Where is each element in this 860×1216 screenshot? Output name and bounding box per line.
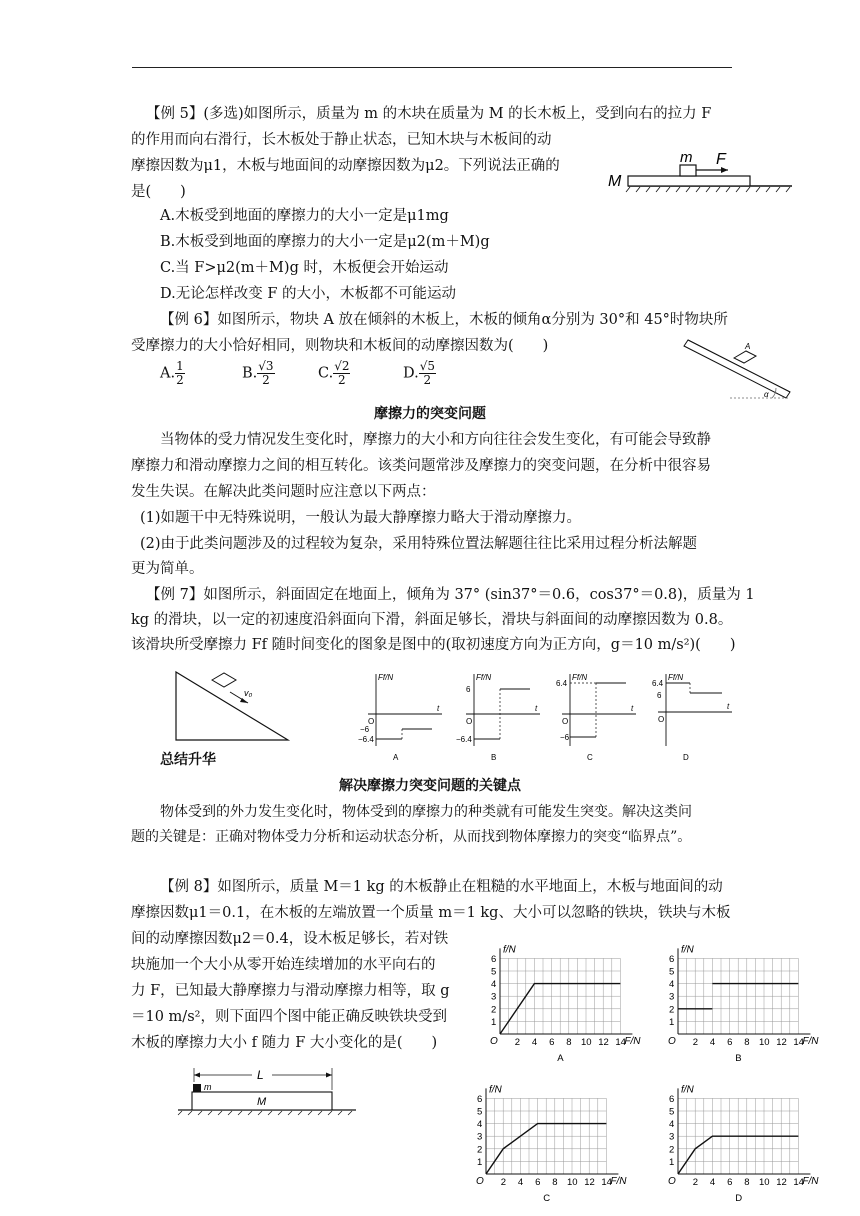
svg-text:Ff/N: Ff/N <box>572 673 588 682</box>
svg-text:O: O <box>466 717 473 726</box>
x-tick-label: 6 <box>549 1037 555 1048</box>
svg-text:−6.4: −6.4 <box>456 735 472 744</box>
svg-text:Ff/N: Ff/N <box>476 673 492 682</box>
x-tick-label: 2 <box>514 1037 520 1048</box>
ex8-graph-c <box>460 1070 627 1206</box>
y-tick-label: 3 <box>477 1131 483 1143</box>
y-tick-label: 6 <box>669 1093 675 1105</box>
section-line-3: 发生失误。在解决此类问题时应注意以下两点： <box>131 484 436 500</box>
ex5-line-4: 是( ) <box>131 184 186 200</box>
y-tick-label: 5 <box>669 966 675 978</box>
y-tick-label: 1 <box>669 1156 675 1168</box>
ex8-line-6: ＝10 m/s²，则下面四个图中能正确反映铁块受到 <box>131 1009 447 1025</box>
iron-block <box>193 1084 201 1092</box>
x-axis-label: F/N <box>802 1176 819 1187</box>
ex7-incline-figure <box>172 668 292 744</box>
header-rule <box>132 67 732 68</box>
slider-block <box>212 673 236 687</box>
y-tick-label: 5 <box>477 1106 483 1118</box>
x-tick-label: 12 <box>776 1037 787 1048</box>
x-tick-label: 10 <box>759 1037 770 1048</box>
ex5-option-a: A.木板受到地面的摩擦力的大小一定是μ1mg <box>160 208 449 224</box>
y-tick-label: 2 <box>491 1004 497 1016</box>
y-tick-label: 4 <box>477 1119 483 1131</box>
section-line-5: (2)由于此类问题涉及的过程较为复杂，采用特殊位置法解题往往比采用过程分析法解题 <box>140 536 698 552</box>
ex7-graph-b <box>456 673 540 762</box>
ex5-line-3: 摩擦因数为μ1，木板与地面间的动摩擦因数为μ2。下列说法正确的 <box>131 158 560 174</box>
x-axis-label: F/N <box>624 1036 641 1047</box>
svg-text:6.4: 6.4 <box>652 679 664 688</box>
ex7-graph-c <box>556 673 636 762</box>
y-tick-label: 4 <box>491 979 497 991</box>
svg-text:t: t <box>437 704 440 713</box>
x-tick-label: 2 <box>692 1177 698 1188</box>
section-line-6: 更为简单。 <box>131 561 204 577</box>
ex8-line-4: 块施加一个大小从零开始连续增加的水平向右的 <box>131 957 436 973</box>
ex6-option-c: C. $\frac{√2}{2}$ <box>318 359 350 387</box>
x-tick-label: 12 <box>584 1177 595 1188</box>
x-tick-label: 4 <box>517 1177 524 1188</box>
summary-line-2: 题的关键是：正确对物体受力分析和运动状态分析，从而找到物体摩擦力的突变“临界点”。 <box>131 829 692 845</box>
x-tick-label: 14 <box>793 1177 804 1188</box>
x-tick-label: 6 <box>727 1037 733 1048</box>
ex8-graph-d <box>652 1070 819 1206</box>
section-line-1: 当物体的受力情况发生变化时，摩擦力的大小和方向往往会发生变化，有可能会导致静 <box>160 432 711 448</box>
y-tick-label: 1 <box>491 1016 497 1028</box>
x-tick-label: 10 <box>759 1177 770 1188</box>
x-tick-label: 4 <box>709 1037 716 1048</box>
svg-text:6: 6 <box>466 685 471 694</box>
ex6-line-1: 【例 6】如图所示，物块 A 放在倾斜的木板上，木板的倾角α分别为 30°和 45°时物块所 <box>160 312 728 328</box>
svg-text:−6.4: −6.4 <box>358 735 374 744</box>
svg-text:O: O <box>658 715 665 724</box>
svg-text:O: O <box>368 717 375 726</box>
label-v0: v₀ <box>244 688 253 698</box>
x-tick-label: 6 <box>535 1177 541 1188</box>
block <box>680 165 696 176</box>
svg-text:O: O <box>562 717 569 726</box>
ex8-board-figure <box>176 1066 360 1116</box>
ex6-option-b: B. $\frac{√3}{2}$ <box>242 359 274 387</box>
ex6-option-d: D. $\frac{√5}{2}$ <box>403 359 435 387</box>
graph-label: D <box>735 1193 743 1204</box>
origin-label: O <box>668 1176 676 1187</box>
x-tick-label: 8 <box>566 1037 572 1048</box>
label-M: M <box>608 173 622 190</box>
svg-text:−6: −6 <box>360 725 370 734</box>
x-tick-label: 12 <box>776 1177 787 1188</box>
ex8-line-7: 木板的摩擦力大小 f 随力 F 大小变化的是( ) <box>131 1035 438 1051</box>
ex8-graph-b <box>652 930 819 1066</box>
x-axis-label: F/N <box>802 1036 819 1047</box>
ex6-line-2: 受摩擦力的大小恰好相同，则物块和木板间的动摩擦因数为( ) <box>131 338 549 354</box>
x-tick-label: 10 <box>581 1037 592 1048</box>
svg-text:Ff/N: Ff/N <box>378 673 394 682</box>
label-alpha: α <box>764 390 769 399</box>
y-tick-label: 3 <box>491 991 497 1003</box>
svg-text:Ff/N: Ff/N <box>668 673 684 682</box>
x-tick-label: 2 <box>500 1177 506 1188</box>
x-axis-label: F/N <box>610 1176 627 1187</box>
block-a <box>734 351 756 363</box>
origin-label: O <box>668 1036 676 1047</box>
x-tick-label: 6 <box>727 1177 733 1188</box>
y-axis-label: f/N <box>681 1084 694 1096</box>
svg-text:B: B <box>491 753 497 762</box>
y-tick-label: 2 <box>669 1144 675 1156</box>
ex6-option-a: A. $\frac{1}{2}$ <box>160 359 184 387</box>
label-m: m <box>204 1082 212 1092</box>
svg-text:t: t <box>631 704 634 713</box>
x-tick-label: 8 <box>744 1177 750 1188</box>
ex8-line-3: 间的动摩擦因数μ2＝0.4，设木板足够长，若对铁 <box>131 931 449 947</box>
summary-heading: 总结升华 <box>160 752 216 768</box>
graph-label: A <box>557 1053 564 1064</box>
y-tick-label: 1 <box>477 1156 483 1168</box>
section-title: 摩擦力的突变问题 <box>374 406 486 422</box>
x-tick-label: 10 <box>567 1177 578 1188</box>
ex8-graph-a <box>474 930 641 1066</box>
graph-label: C <box>543 1193 551 1204</box>
y-tick-label: 2 <box>477 1144 483 1156</box>
origin-label: O <box>490 1036 498 1047</box>
summary-title: 解决摩擦力突变问题的关键点 <box>339 778 521 794</box>
svg-text:6.4: 6.4 <box>556 679 568 688</box>
origin-label: O <box>476 1176 484 1187</box>
svg-text:C: C <box>587 753 593 762</box>
svg-text:−6: −6 <box>560 733 570 742</box>
y-axis-label: f/N <box>489 1084 502 1096</box>
x-tick-label: 4 <box>531 1037 538 1048</box>
graph-label: B <box>735 1053 742 1064</box>
ex5-option-d: D.无论怎样改变 F 的大小，木板都不可能运动 <box>160 286 456 302</box>
svg-text:6: 6 <box>657 691 662 700</box>
y-tick-label: 1 <box>669 1016 675 1028</box>
y-tick-label: 4 <box>669 979 675 991</box>
x-tick-label: 8 <box>552 1177 558 1188</box>
ex8-line-5: 力 F，已知最大静摩擦力与滑动摩擦力相等，取 g <box>131 983 450 999</box>
long-board <box>628 176 750 186</box>
ex7-line-1: 【例 7】如图所示，斜面固定在地面上，倾角为 37° (sin37°＝0.6，cos37°＝0.8)，质量为 1 <box>146 587 755 603</box>
y-tick-label: 4 <box>669 1119 675 1131</box>
ex6-incline-figure <box>684 336 796 402</box>
x-tick-label: 14 <box>601 1177 612 1188</box>
ex7-line-3: 该滑块所受摩擦力 Ff 随时间变化的图象是图中的(取初速度方向为正方向，g＝10 m/s²)( ) <box>131 637 736 653</box>
y-tick-label: 5 <box>669 1106 675 1118</box>
svg-text:t: t <box>727 702 730 711</box>
ex8-line-2: 摩擦因数μ1＝0.1，在木板的左端放置一个质量 m＝1 kg、大小可以忽略的铁块，铁块与木板 <box>131 905 731 921</box>
label-M: M <box>257 1096 267 1108</box>
x-tick-label: 14 <box>615 1037 626 1048</box>
ex7-graph-d <box>652 673 732 762</box>
y-axis-label: f/N <box>681 944 694 956</box>
y-axis-label: f/N <box>503 944 516 956</box>
svg-text:D: D <box>683 753 689 762</box>
ex5-option-b: B.木板受到地面的摩擦力的大小一定是μ2(m＋M)g <box>160 234 490 250</box>
section-line-4: (1)如题干中无特殊说明，一般认为最大静摩擦力略大于滑动摩擦力。 <box>140 510 582 526</box>
y-tick-label: 5 <box>491 966 497 978</box>
svg-text:A: A <box>393 753 399 762</box>
ex5-line-1: 【例 5】(多选)如图所示，质量为 m 的木块在质量为 M 的长木板上，受到向右的拉力 F <box>146 106 712 122</box>
summary-line-1: 物体受到的外力发生变化时，物体受到的摩擦力的种类就有可能发生突变。解决这类问 <box>160 804 692 820</box>
y-tick-label: 3 <box>669 991 675 1003</box>
label-L: L <box>257 1068 264 1082</box>
x-tick-label: 14 <box>793 1037 804 1048</box>
ex8-line-1: 【例 8】如图所示，质量 M＝1 kg 的木板静止在粗糙的水平地面上，木板与地面间的动 <box>160 879 723 895</box>
ex5-option-c: C.当 F>μ2(m＋M)g 时，木板便会开始运动 <box>160 260 449 276</box>
y-tick-label: 6 <box>669 953 675 965</box>
ex7-line-2: kg 的滑块，以一定的初速度沿斜面向下滑，斜面足够长，滑块与斜面间的动摩擦因数为 0.8。 <box>131 612 733 628</box>
y-tick-label: 2 <box>669 1004 675 1016</box>
x-tick-label: 2 <box>692 1037 698 1048</box>
ex7-graphs <box>360 668 740 764</box>
label-m: m <box>680 149 693 166</box>
label-F: F <box>716 151 726 168</box>
section-line-2: 摩擦力和滑动摩擦力之间的相互转化。该类问题常涉及摩擦力的突变问题，在分析中很容易 <box>131 458 711 474</box>
y-tick-label: 3 <box>669 1131 675 1143</box>
ex7-graph-a <box>358 673 442 762</box>
ex5-line-2: 的作用而向右滑行，长木板处于静止状态，已知木块与木板间的动 <box>131 132 552 148</box>
y-tick-label: 6 <box>491 953 497 965</box>
x-tick-label: 4 <box>709 1177 716 1188</box>
y-tick-label: 6 <box>477 1093 483 1105</box>
x-tick-label: 12 <box>598 1037 609 1048</box>
label-A: A <box>745 342 751 351</box>
x-tick-label: 8 <box>744 1037 750 1048</box>
ex5-board-figure <box>600 148 800 196</box>
svg-text:t: t <box>535 704 538 713</box>
